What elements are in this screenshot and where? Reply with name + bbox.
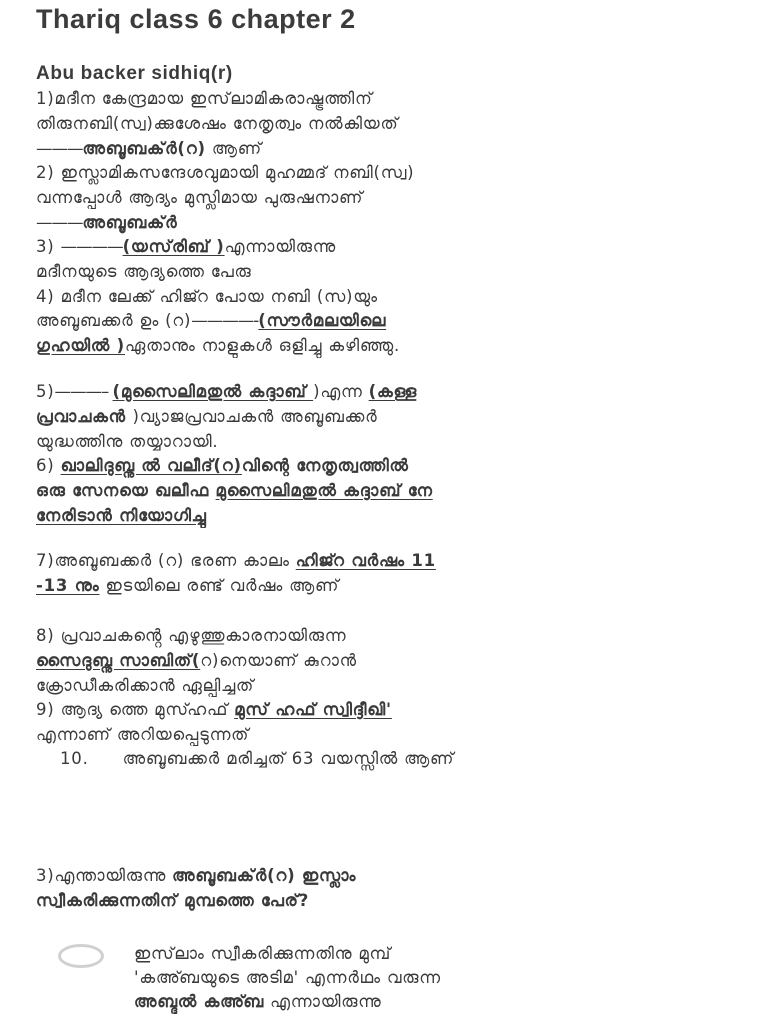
answer-text: സൈദുബ്നു സാബിത്( xyxy=(36,651,201,670)
question-9-line-1 xyxy=(36,698,752,722)
line-prefix: 6) xyxy=(36,456,61,475)
question-6-line-3: നേരിടാൻ നിയോഗിച്ചു xyxy=(36,506,207,525)
question-1-line-1: 1)മദീന കേന്ദ്രമായ ഇസ്‌ലാമികരാഷ്ട്രത്തിന് xyxy=(36,89,373,108)
question-6-line-1 xyxy=(36,454,752,478)
answer-text: ഖാലിദുബ്നു ൽ വലീദ്(റ) xyxy=(60,456,242,475)
line-rest: )വ്യാജപ്രവാചകൻ അബൂബക്കർ xyxy=(132,407,378,426)
answer-blank: ——— xyxy=(36,213,83,232)
answer-highlight: (കള്ള xyxy=(368,382,418,401)
line-suffix: ആണ് xyxy=(205,139,262,158)
line-prefix: 5) xyxy=(36,382,55,401)
line-suffix: ഏതാനും നാളുകൾ ഒളിച്ചു കഴിഞ്ഞു. xyxy=(124,336,401,355)
line-prefix: 9) ആദ്യ ത്തെ മുസ്ഹഫ് xyxy=(36,700,235,719)
answer-highlight: പ്രവാചകൻ xyxy=(36,407,133,426)
section-heading: Abu backer sidhiq(r) xyxy=(36,63,233,84)
quiz-question-line-1 xyxy=(36,864,752,888)
answer-text: ഹിജ്റ വർഷം 11 xyxy=(295,551,436,570)
question-4-line-1: 4) മദീന ലേക്ക് ഹിജ്റ പോയ നബി (സ)യും xyxy=(36,287,378,306)
line-rest: എന്നായിരുന്നു xyxy=(264,992,382,1011)
answer-blank: ———– xyxy=(54,382,113,401)
question-2-line-3 xyxy=(36,211,752,235)
question-highlight: അബൂബക്ർ(റ) ഇസ്ലാം xyxy=(172,866,357,885)
answer-text: ഒരു സേനയെ ഖലീഫ xyxy=(36,481,216,500)
question-3-line-1 xyxy=(36,235,752,259)
quiz-question-line-2: സ്വീകരിക്കുന്നതിന് മുമ്പത്തെ പേര്? xyxy=(36,891,310,910)
answer-text: (മുസൈലിമതുൽ കദ്ദാബ് xyxy=(112,382,314,401)
question-8-line-1: 8) പ്രവാചകൻ്റെ എഴുത്തുകാരനായിരുന്ന xyxy=(36,626,347,645)
question-7-line-1 xyxy=(36,549,752,573)
answer-option-line-2[interactable]: 'കഅ്ബയുടെ അടിമ' എന്നർഥം വരുന്ന xyxy=(134,968,441,987)
answer-text-continued: ഗുഹയിൽ ) xyxy=(36,336,125,355)
answer-blank: ————- xyxy=(191,311,259,330)
question-9-line-2: എന്നാണ് അറിയപ്പെടുന്നത് xyxy=(36,725,250,744)
question-8-line-2 xyxy=(36,649,752,673)
answer-highlight: അബ്ദുൽ കഅ്ബ xyxy=(134,992,265,1011)
answer-radio-button[interactable] xyxy=(58,944,104,968)
answer-option-line-3[interactable] xyxy=(134,990,752,1014)
question-3-line-2: മദീനയുടെ ആദ്യത്തെ പേരു xyxy=(36,262,252,281)
question-1-line-2: തിരുനബി(സ്വ)ക്കുശേഷം നേതൃത്വം നൽകിയത് xyxy=(36,114,399,133)
answer-text: (സൗർമലയിലെ xyxy=(258,311,387,330)
question-5-line-2 xyxy=(36,405,752,429)
answer-tail: വിന്റെ നേതൃത്വത്തിൽ xyxy=(241,456,409,475)
answer-blank: ——— xyxy=(36,139,83,158)
line-middle: )എന്ന xyxy=(313,382,369,401)
question-8-line-3: ക്രോഡീകരിക്കാൻ ഏല്പിച്ചത് xyxy=(36,676,255,695)
answer-blank: ———— xyxy=(60,237,123,256)
answer-text: മുസ് ഹഫ് സ്വിദ്ദീഖി' xyxy=(234,700,392,719)
answer-option-line-1[interactable]: ഇസ്‌ലാം സ്വീകരിക്കുന്നതിനു മുമ്പ് xyxy=(134,944,392,963)
answer-tail: റ) xyxy=(200,651,220,670)
question-prefix: 3)എന്തായിരുന്നു xyxy=(36,866,173,885)
answer-text: അബൂബക്ർ xyxy=(82,213,178,232)
question-1-line-3 xyxy=(36,137,752,161)
answer-underlined: മുസൈലിമതുൽ കദ്ദാബ് നേ xyxy=(215,481,433,500)
question-2-line-2: വന്നപ്പോൾ ആദ്യം മുസ്ലിമായ പുരുഷനാണ് xyxy=(36,188,364,207)
question-5-line-3: യുദ്ധത്തിനു തയ്യാറായി. xyxy=(36,432,219,451)
line-suffix: എന്നായിരുന്നു xyxy=(224,237,337,256)
item-text: അബൂബക്കർ മരിച്ചത് 63 വയസ്സിൽ ആണ് xyxy=(122,749,455,768)
question-4-line-2 xyxy=(36,309,752,333)
answer-text-continued: -13 നും xyxy=(36,576,100,595)
question-5-line-1 xyxy=(36,380,752,404)
question-2-line-1: 2) ഇസ്ലാമികസന്ദേശവുമായി മുഹമ്മദ് നബി(സ്വ) xyxy=(36,163,415,182)
answer-text: അബൂബക്ർ(റ) xyxy=(82,139,206,158)
answer-text: (യസ്‌രിബ് ) xyxy=(122,237,225,256)
line-prefix: 7)അബൂബക്കർ (റ) ഭരണ കാലം xyxy=(36,551,296,570)
line-suffix: നെയാണ് കുറാൻ xyxy=(219,651,357,670)
line-suffix: ഇടയിലെ രണ്ട് വർഷം ആണ് xyxy=(99,576,340,595)
question-6-line-2 xyxy=(36,479,752,503)
question-10-line xyxy=(60,747,752,771)
question-4-line-3 xyxy=(36,334,752,358)
line-prefix: അബൂബക്കർ ഉം (റ) xyxy=(36,311,192,330)
page-title: Thariq class 6 chapter 2 xyxy=(36,4,356,34)
item-number: 10. xyxy=(60,749,89,768)
line-prefix: 3) xyxy=(36,237,61,256)
question-7-line-2 xyxy=(36,574,752,598)
